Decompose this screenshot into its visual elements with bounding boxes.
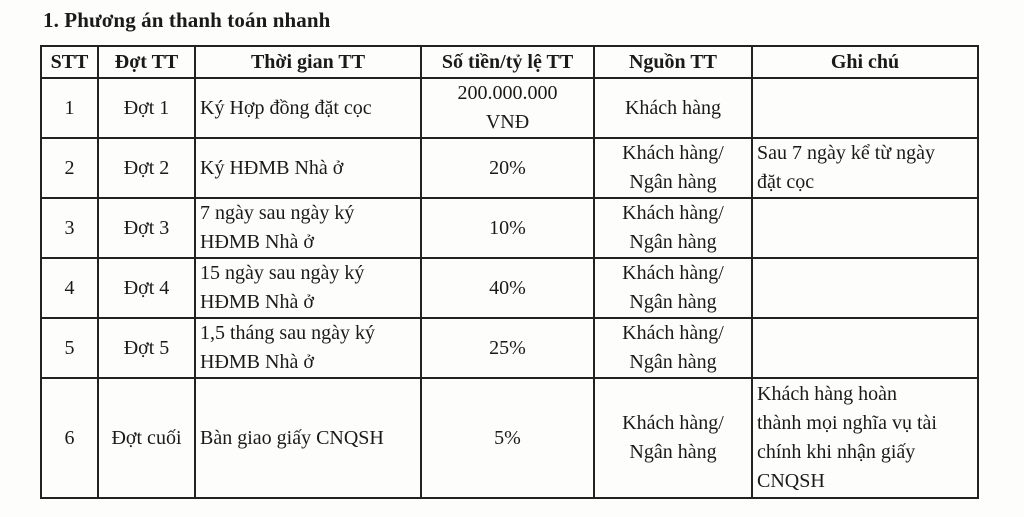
cell-stt: 5 <box>41 318 98 378</box>
cell-nguon: Khách hàng <box>594 78 752 138</box>
cell-ghi-chu <box>752 78 978 138</box>
cell-ghi-chu: Sau 7 ngày kể từ ngày đặt cọc <box>752 138 978 198</box>
cell-thoi-gian: Ký HĐMB Nhà ở <box>195 138 421 198</box>
cell-so-tien: 200.000.000 VNĐ <box>421 78 594 138</box>
cell-dot: Đợt 2 <box>98 138 195 198</box>
cell-so-tien: 5% <box>421 378 594 498</box>
table-row <box>41 138 978 198</box>
table-row <box>41 378 978 498</box>
cell-stt: 6 <box>41 378 98 498</box>
payment-schedule-table <box>40 45 979 499</box>
cell-ghi-chu <box>752 258 978 318</box>
cell-thoi-gian: 15 ngày sau ngày ký HĐMB Nhà ở <box>195 258 421 318</box>
cell-ghi-chu <box>752 318 978 378</box>
header-dot-tt: Đợt TT <box>98 46 195 78</box>
header-stt: STT <box>41 46 98 78</box>
cell-dot: Đợt 5 <box>98 318 195 378</box>
table-row <box>41 198 978 258</box>
cell-so-tien: 40% <box>421 258 594 318</box>
cell-stt: 4 <box>41 258 98 318</box>
cell-thoi-gian: 1,5 tháng sau ngày ký HĐMB Nhà ở <box>195 318 421 378</box>
cell-nguon: Khách hàng/ Ngân hàng <box>594 318 752 378</box>
cell-stt: 3 <box>41 198 98 258</box>
cell-dot: Đợt cuối <box>98 378 195 498</box>
table-row <box>41 318 978 378</box>
cell-nguon: Khách hàng/ Ngân hàng <box>594 198 752 258</box>
cell-ghi-chu: Khách hàng hoàn thành mọi nghĩa vụ tài chính khi nhận giấy CNQSH <box>752 378 978 498</box>
cell-dot: Đợt 3 <box>98 198 195 258</box>
cell-stt: 2 <box>41 138 98 198</box>
cell-nguon: Khách hàng/ Ngân hàng <box>594 138 752 198</box>
cell-so-tien: 20% <box>421 138 594 198</box>
table-header-row <box>41 46 978 78</box>
cell-so-tien: 10% <box>421 198 594 258</box>
table-row <box>41 258 978 318</box>
cell-thoi-gian: 7 ngày sau ngày ký HĐMB Nhà ở <box>195 198 421 258</box>
header-so-tien: Số tiền/tỷ lệ TT <box>421 46 594 78</box>
section-title: 1. Phương án thanh toán nhanh <box>43 8 331 32</box>
cell-nguon: Khách hàng/ Ngân hàng <box>594 378 752 498</box>
cell-ghi-chu <box>752 198 978 258</box>
cell-dot: Đợt 4 <box>98 258 195 318</box>
header-nguon-tt: Nguồn TT <box>594 46 752 78</box>
cell-thoi-gian: Bàn giao giấy CNQSH <box>195 378 421 498</box>
header-thoi-gian-tt: Thời gian TT <box>195 46 421 78</box>
cell-so-tien: 25% <box>421 318 594 378</box>
cell-thoi-gian: Ký Hợp đồng đặt cọc <box>195 78 421 138</box>
cell-dot: Đợt 1 <box>98 78 195 138</box>
cell-nguon: Khách hàng/ Ngân hàng <box>594 258 752 318</box>
cell-stt: 1 <box>41 78 98 138</box>
table-row <box>41 78 978 138</box>
header-ghi-chu: Ghi chú <box>752 46 978 78</box>
